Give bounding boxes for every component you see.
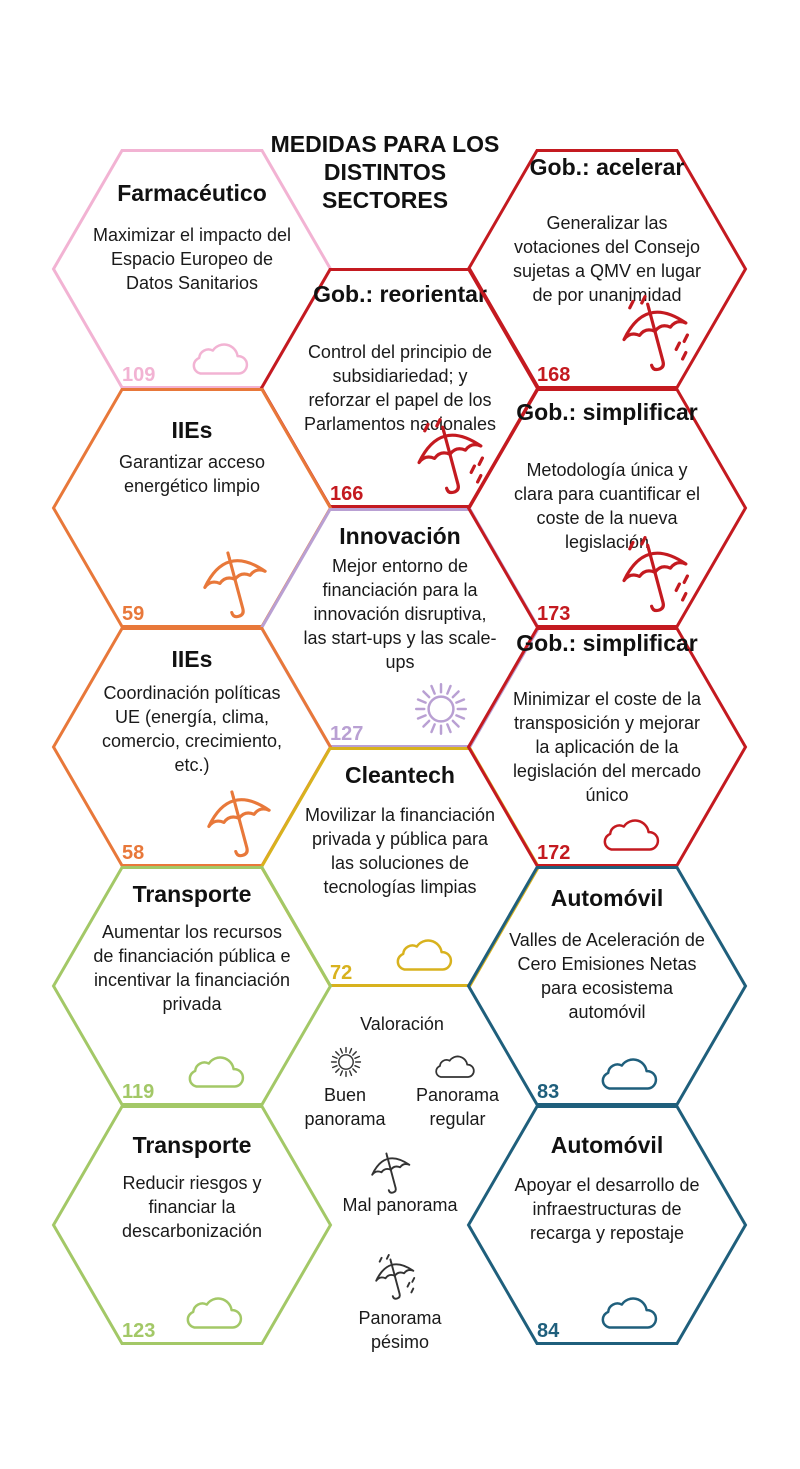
- hex-number: 127: [330, 723, 364, 745]
- hex-title: Gob.: acelerar: [529, 154, 685, 180]
- legend-title: Valoración: [360, 1014, 444, 1034]
- cloud-icon: [182, 1281, 244, 1348]
- hex-title: Transporte: [132, 1132, 252, 1158]
- hex-title: Cleantech: [345, 762, 455, 788]
- umbrella-rain-icon: [617, 295, 697, 380]
- hex-description: Garantizar acceso energético limpio: [118, 452, 266, 496]
- umbrella-rain-icon: [617, 536, 697, 621]
- hex-number: 168: [537, 364, 571, 386]
- legend-sun-icon: [328, 1044, 364, 1085]
- legend-label: Panorama pésimo: [358, 1308, 442, 1352]
- hex-description: Maximizar el impacto del Espacio Europeo de Datos Sanitarios: [92, 225, 292, 293]
- hex-transporte-2: [52, 1105, 332, 1345]
- cloud-icon: [597, 1281, 659, 1348]
- legend-label: Panorama regular: [415, 1085, 500, 1129]
- hex-title: Gob.: simplificar: [516, 630, 698, 656]
- hex-description: Apoyar el desarrollo de infraestructuras de recarga y repostaje: [514, 1175, 700, 1243]
- hex-number: 83: [537, 1081, 560, 1103]
- cloud-icon: [599, 803, 661, 870]
- hex-description: Coordinación políticas UE (energía, clima, comercio, crecimiento, etc.): [101, 683, 283, 775]
- hex-description: Reducir riesgos y financiar la descarbonización: [121, 1173, 263, 1241]
- hex-number: 119: [122, 1081, 155, 1103]
- hex-description: Aumentar los recursos de financiación pública e incentivar la financiación privada: [93, 922, 291, 1014]
- hex-title: Automóvil: [550, 1132, 664, 1158]
- hex-title: IIEs: [171, 646, 213, 672]
- hex-number: 72: [330, 962, 353, 984]
- hex-gob-simplificar-2: [467, 627, 747, 867]
- hex-title: Gob.: reorientar: [313, 281, 487, 307]
- hex-number: 166: [330, 483, 364, 505]
- cloud-icon: [188, 327, 250, 394]
- legend-umbrella-rain-icon: [372, 1254, 420, 1307]
- hex-number: 58: [122, 842, 145, 864]
- hex-description: Control del principio de subsidiariedad; y reforzar el papel de los Parlamentos nacionales: [303, 342, 497, 434]
- hex-title: Gob.: simplificar: [516, 399, 698, 425]
- hex-number: 59: [122, 603, 145, 625]
- cloud-icon: [392, 923, 454, 990]
- hex-title: IIEs: [171, 417, 213, 443]
- hex-title: Innovación: [339, 523, 461, 549]
- hex-description: Minimizar el coste de la transposición y mejorar la aplicación de la legislación del mercado único: [512, 689, 702, 805]
- hex-description: Movilizar la financiación privada y pública para las soluciones de tecnologías limpias: [304, 805, 496, 897]
- cloud-icon: [184, 1040, 246, 1107]
- hex-gob-simplificar-1: [467, 388, 747, 628]
- hex-description: Generalizar las votaciones del Consejo sujetas a QMV en lugar de por unanimidad: [512, 213, 702, 305]
- hex-number: 84: [537, 1320, 560, 1342]
- hex-description: Valles de Aceleración de Cero Emisiones Netas para ecosistema automóvil: [509, 930, 705, 1022]
- sun-icon: [410, 678, 472, 745]
- hex-automovil-2: [467, 1105, 747, 1345]
- hex-description: Metodología única y clara para cuantificar el coste de la nueva legislación: [513, 460, 701, 552]
- hex-automovil-1: [467, 866, 747, 1106]
- legend-label: Buen panorama: [304, 1085, 386, 1129]
- hex-description: Mejor entorno de financiación para la innovación disruptiva, las start-ups y las scale-ups: [303, 556, 497, 672]
- hex-gob-acelerar: [467, 149, 747, 389]
- hex-title: Automóvil: [550, 885, 664, 911]
- hex-title: Transporte: [132, 881, 252, 907]
- hex-number: 109: [122, 364, 156, 386]
- hex-number: 123: [122, 1320, 156, 1342]
- hex-title: Farmacéutico: [117, 180, 267, 206]
- hex-transporte-1: [52, 866, 332, 1106]
- page-title: MEDIDAS PARA LOS DISTINTOS SECTORES: [270, 131, 500, 213]
- legend-label: Mal panorama: [342, 1195, 458, 1215]
- cloud-icon: [597, 1042, 659, 1109]
- hex-number: 173: [537, 603, 571, 625]
- hex-number: 172: [537, 842, 571, 864]
